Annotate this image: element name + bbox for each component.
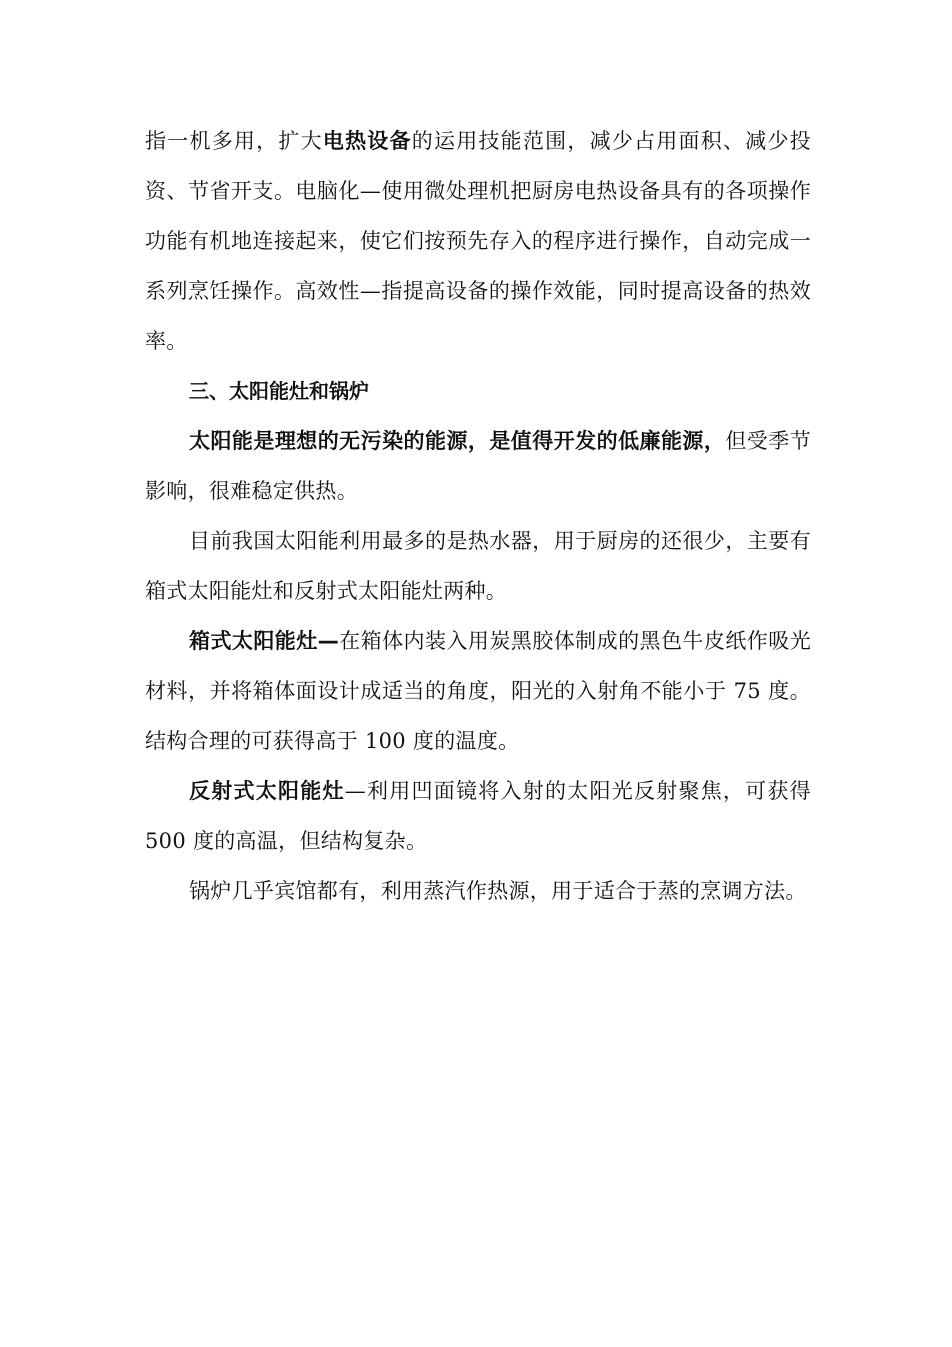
section-heading-solar: 三、太阳能灶和锅炉: [189, 379, 369, 403]
bold-term-reflective-solar-stove: 反射式太阳能灶: [189, 779, 345, 803]
bold-term-box-solar-stove: 箱式太阳能灶—: [189, 629, 340, 653]
paragraph-text: 的运用技能范围，减少占用面积、减少投资、节省开支。电脑化—使用微处理机把厨房电热设备具有的各项操作功能有机地连接起来，使它们按预先存入的程序进行操作，自动完成一系列烹饪操作。高效性—指提高设备的操作效能，同时提高设备的热效率。: [145, 129, 811, 353]
bold-term-solar-energy: 太阳能是理想的无污染的能源，是值得开发的低廉能源，: [189, 429, 726, 453]
paragraph-text: 在箱体内装入用炭黑胶体制成的黑色牛皮纸作吸光材料，并将箱体面设计成适当的角度，阳光的入射角不能小于 75 度。结构合理的可获得高于 100 度的温度。: [145, 629, 811, 753]
paragraph-box-solar-stove: [145, 616, 811, 766]
document-page: [145, 116, 811, 916]
paragraph-text: 指一机多用，扩大: [145, 129, 323, 153]
paragraph-solar-usage: 目前我国太阳能利用最多的是热水器，用于厨房的还很少，主要有箱式太阳能灶和反射式太阳能灶两种。: [145, 529, 811, 603]
paragraph-reflective-solar-stove: [145, 766, 811, 866]
paragraph-solar-energy: [145, 416, 811, 516]
paragraph-electric-equipment: [145, 116, 811, 366]
bold-term-electric-equipment: 电热设备: [322, 129, 412, 153]
paragraph-text: 但受季节影响，很难稳定供热。: [145, 429, 812, 503]
paragraph-text: —利用凹面镜将入射的太阳光反射聚焦，可获得 500 度的高温，但结构复杂。: [145, 779, 811, 853]
paragraph-boiler: 锅炉几乎宾馆都有，利用蒸汽作热源，用于适合于蒸的烹调方法。: [189, 879, 807, 903]
